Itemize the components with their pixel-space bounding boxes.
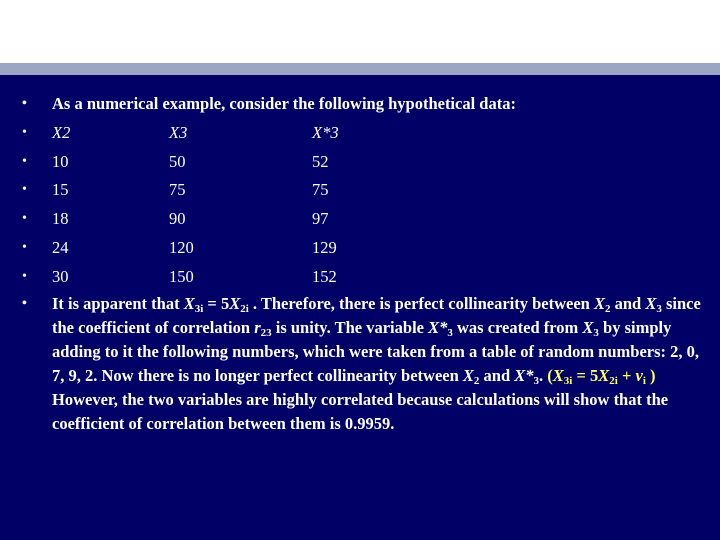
cell-x2: 15 xyxy=(52,180,69,200)
cell-x2: 18 xyxy=(52,209,69,229)
cell-x3: 75 xyxy=(169,180,186,200)
intro-text: As a numerical example, consider the following hypothetical data: xyxy=(52,94,516,113)
cell-x3: 90 xyxy=(169,209,186,229)
bullet-icon: • xyxy=(22,239,27,255)
header-rule xyxy=(0,63,720,75)
cell-x3: 120 xyxy=(169,237,194,257)
header-xs3: X*3 xyxy=(312,122,339,142)
bullet-icon: • xyxy=(22,295,27,311)
header-x3: X3 xyxy=(169,122,188,142)
bullet-icon: • xyxy=(22,211,27,227)
cell-x3: 50 xyxy=(169,151,186,171)
table-row xyxy=(22,263,712,292)
highlight-equation: ($X_{3i} = 5X_{2i} + v_i$ ) xyxy=(547,365,656,387)
intro-line xyxy=(22,90,712,119)
bullet-icon: • xyxy=(22,96,27,111)
cell-xs3: 152 xyxy=(312,266,337,286)
bullet-icon: • xyxy=(22,153,27,169)
slide-body xyxy=(22,90,712,436)
cell-xs3: 75 xyxy=(312,180,329,200)
header-x2: X2 xyxy=(52,122,71,142)
cell-x2: 24 xyxy=(52,237,69,257)
bullet-icon: • xyxy=(22,124,27,140)
header-band xyxy=(0,0,720,63)
cell-xs3: 52 xyxy=(312,151,329,171)
table-row xyxy=(22,148,712,177)
cell-xs3: 129 xyxy=(312,237,337,257)
cell-x2: 30 xyxy=(52,266,69,286)
explanation-paragraph: • It is apparent that $X_{3i} = 5X_{2i}$ . Therefore, there is perfect collinearity between $X_2$ and $X_3$ since the coefficient of correlation $r_{23}$ is unity. The variable $X*_3$ was created from $X_3$ by simply adding to it the following numbers, which were taken from a table of random numbers: 2, 0, 7, 9, 2. Now there is no longer perfect collinearity between $X_2$ and $X*_3$. ($X_{3i} = 5X_{2i} + v_i$ ) However, the two variables are highly correlated because calculations will show that the coefficient of correlation between them is 0.9959. xyxy=(22,293,701,433)
table-row xyxy=(22,176,712,205)
table-row xyxy=(22,234,712,263)
cell-x3: 150 xyxy=(169,266,194,286)
cell-x2: 10 xyxy=(52,151,69,171)
bullet-icon: • xyxy=(22,268,27,284)
table-header-row xyxy=(22,119,712,148)
cell-xs3: 97 xyxy=(312,209,329,229)
bullet-icon: • xyxy=(22,182,27,198)
table-row xyxy=(22,205,712,234)
